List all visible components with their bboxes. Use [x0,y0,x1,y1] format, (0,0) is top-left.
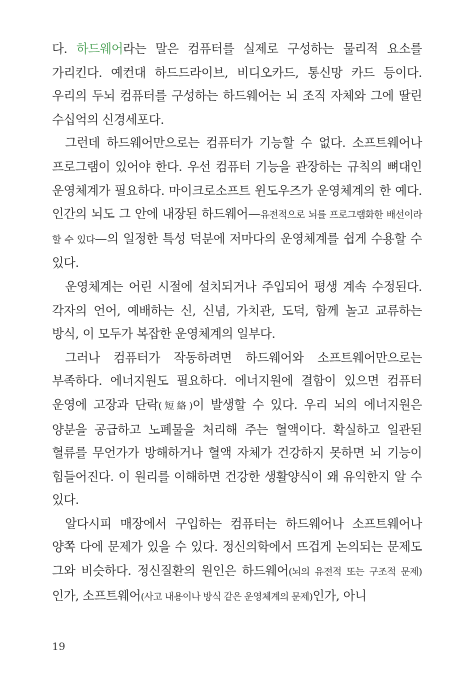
page-number: 19 [52,641,66,653]
p5-aside-2: (사고 내용이나 방식 같은 운영체계의 문제) [140,591,313,603]
p1-lead: 다. [52,42,77,56]
paragraph-5 [52,513,422,609]
p4-text-a: 그러나 컴퓨터가 작동하려면 하드웨어와 소프트웨어만으로는 부족하다. 에너지원도 필요하다. 에너지원에 결함이 있으면 컴퓨터 운영에 고장과 단락 [52,350,422,412]
p5-text-c: 인가, 아니 [312,588,367,603]
p5-text-a: 알다시피 매장에서 구입하는 컴퓨터는 하드웨어나 소프트웨어나 양쪽 다에 문제가 있을 수 있다. 정신의학에서 뜨겁게 논의되는 문제도 그와 비슷하다. 정신질환의 원인은 하드웨어 [52,516,422,579]
p4-text-b: 이 발생할 수 있다. 우리 뇌의 에너지원은 양분을 공급하고 노폐물을 처리해 주는 혈액이다. 확실하고 일관된 혈류를 무언가가 방해하거나 혈액 자체가 건강하지 못하면 뇌 기능이 힘들어진다. 이 원리를 이해하면 건강한 생활양식이 왜 유익한지 알 수 있다. [52,397,422,508]
p5-aside-1: (뇌의 유전적 또는 구조적 문제) [288,567,422,579]
body-text [52,38,422,609]
paragraph-1 [52,38,422,132]
p2-text-b: —의 일정한 특성 덕분에 저마다의 운영체계를 쉽게 수용할 수 있다. [52,231,422,271]
paragraph-3: 운영체계는 어린 시절에 설치되거나 주입되어 평생 계속 수정된다. 각자의 언어, 예배하는 신, 신념, 가치관, 도덕, 함께 놀고 교류하는 방식, 이 모두가 복잡한 운영체계의 일부다. [52,279,422,342]
highlighted-term: 하드웨어 [76,42,123,56]
p1-rest: 라는 말은 컴퓨터를 실제로 구성하는 물리적 요소를 가리킨다. 예컨대 하드드라이브, 비디오카드, 통신망 카드 등이다. 우리의 두뇌 컴퓨터를 구성하는 하드웨어는 뇌 조직 자체와 그에 딸린 수십억의 신경세포다. [52,42,422,127]
p5-text-b: 인가, 소프트웨어 [52,588,141,603]
p2-text-a: 그런데 하드웨어만으로는 컴퓨터가 기능할 수 없다. 소프트웨어나 프로그램이 있어야 한다. 우선 컴퓨터 기능을 관장하는 규칙의 뼈대인 운영체계가 필요하다. 마이크로소프트 윈도우즈가 운영체계의 한 예다. 인간의 뇌도 그 안에 내장된 하드웨어— [52,136,422,222]
paragraph-4 [52,347,422,513]
paragraph-2 [52,132,422,276]
p2-aside: 유전적으로 뇌를 프로그램화한 배선이라 할 수 있다 [52,210,422,246]
p4-hanja-gloss: (短絡) [158,400,193,412]
